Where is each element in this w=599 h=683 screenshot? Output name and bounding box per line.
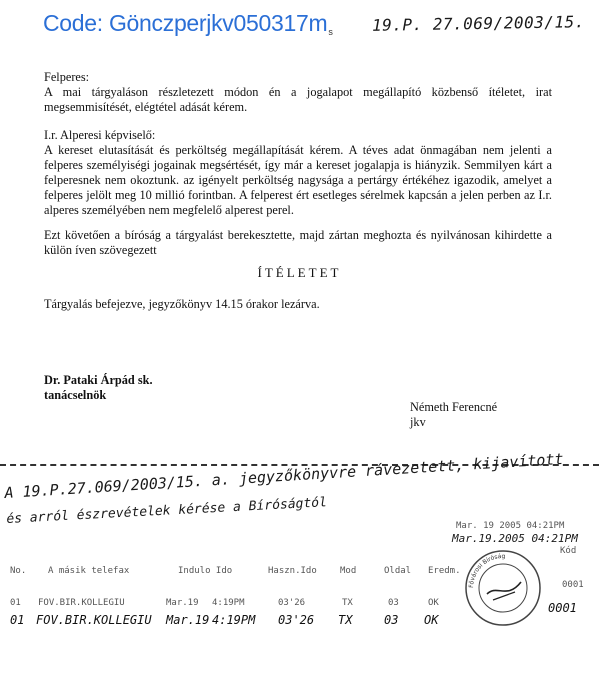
fax-hand-remote: FOV.BIR.KOLLEGIU xyxy=(36,613,152,627)
fax-kod-label: Kód xyxy=(560,546,577,556)
stamp-text: Fővárosi Bíróság xyxy=(467,552,506,589)
plaintiff-label: Felperes: xyxy=(44,70,90,84)
fax-cell-date: Mar.19 xyxy=(166,598,199,608)
clerk-name: Németh Ferencné xyxy=(410,400,498,414)
fax-cell-pages: 03 xyxy=(388,598,399,608)
closing-paragraph xyxy=(44,228,552,258)
clerk-signature xyxy=(410,400,497,430)
fax-cell-code: 0001 xyxy=(562,580,584,590)
verdict-heading: ÍTÉLETET xyxy=(257,265,342,280)
fax-cell-result: OK xyxy=(428,598,439,608)
fax-col-pages: Oldal xyxy=(384,566,412,576)
handwritten-case-number: 19.P. 27.069/2003/15. xyxy=(371,12,585,35)
defendant-section xyxy=(44,128,552,218)
fax-col-start: Indulo Ido xyxy=(178,566,233,576)
clerk-role: jkv xyxy=(410,415,426,429)
document-code: Code: $Gönczperjkv050317m_s$ xyxy=(43,10,333,37)
fax-cell-no: 01 xyxy=(10,598,21,608)
fax-col-duration: Haszn.Ido xyxy=(268,566,317,576)
fax-handwritten-note-line1: A 19.P.27.069/2003/15. a. jegyzőkönyvre rávezetett, kijavított xyxy=(4,449,564,502)
judge-role: tanácselnök xyxy=(44,388,107,402)
defendant-label: I.r. Alperesi képviselő: xyxy=(44,128,156,142)
fax-col-remote: A másik telefax xyxy=(48,566,130,576)
fax-hand-duration: 03'26 xyxy=(278,613,315,627)
fax-col-result: Eredm. xyxy=(428,566,461,576)
fax-hand-date: Mar.19 xyxy=(166,613,210,627)
defendant-text: A kereset elutasítását és perköltség megállapítását kérem. A téves adat önmagában nem jelenti a felperes személyiségi jogainak megsértését, így már a kereset jogalapja is hiányzik. Semmilyen kárt a felperesnek nem okoztunk. az igényelt perköltség nagysága a pertárgy értékéhez igazodik, amelyet a felperes jelölt meg 10 millió forintban. A felperest ért esetleges sérelmek kapcsán a jelen perben az I.r. alperes személyében nem megfelelő alperest perel. xyxy=(44,143,552,217)
session-end-paragraph xyxy=(44,297,552,312)
fax-handwritten-note-line2: és arról észrevételek kérése a Bíróságtól xyxy=(6,495,328,527)
judge-signature xyxy=(44,373,153,403)
session-end-text: Tárgyalás befejezve, jegyzőkönyv 14.15 órakor lezárva. xyxy=(44,297,320,311)
fax-cell-mode: TX xyxy=(342,598,353,608)
fax-printed-date: Mar. 19 2005 04:21PM xyxy=(456,521,565,531)
fax-col-no: No. xyxy=(10,566,27,576)
plaintiff-text: A mai tárgyaláson részletezett módon én a jogalapot megállapító közbenső ítéletet, irat megsemmisítését, elégtétel adását kérem. xyxy=(44,85,552,114)
fax-cell-remote: FOV.BIR.KOLLEGIU xyxy=(38,598,125,608)
fax-hand-mode: TX xyxy=(338,613,353,627)
fax-col-mode: Mod xyxy=(340,566,357,576)
fax-hand-no: 01 xyxy=(10,613,25,627)
closing-text: Ezt követően a bíróság a tárgyalást berekesztette, majd zártan meghozta és nyilvánosan kihirdette a külön íven szövegezett xyxy=(44,228,552,257)
judge-name: Dr. Pataki Árpád sk. xyxy=(44,373,153,387)
fax-hand-time: 4:19PM xyxy=(212,613,256,627)
fax-handwritten-date: Mar.19.2005 04:21PM xyxy=(452,532,578,545)
plaintiff-section xyxy=(44,70,552,115)
document-code-suffix: s xyxy=(328,27,333,37)
fax-cell-time: 4:19PM xyxy=(212,598,245,608)
fax-hand-code: 0001 xyxy=(548,601,577,615)
fax-cell-duration: 03'26 xyxy=(278,598,306,608)
court-stamp xyxy=(463,548,543,628)
fax-hand-result: OK xyxy=(424,613,439,627)
fax-hand-pages: 03 xyxy=(384,613,399,627)
